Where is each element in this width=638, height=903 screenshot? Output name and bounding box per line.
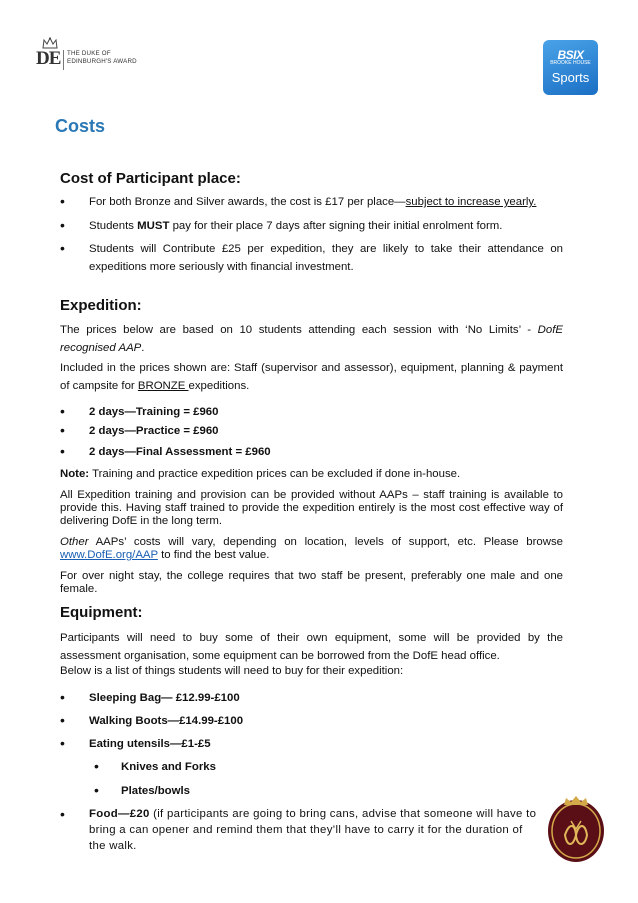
bullet: • [60,735,65,751]
bullet: • [60,689,65,705]
bsix-sports-logo: BSIX BROOKE HOUSE Sports [543,40,598,95]
dofe-wordmark: THE DUKE OF EDINBURGH'S AWARD [67,50,137,65]
bullet: • [60,422,65,438]
bullet: • [60,443,65,459]
equipment-list-intro: Below is a list of things students will need to buy for their expedition: [60,665,404,677]
dofe-divider [63,50,64,70]
equipment-walking-boots: Walking Boots—£14.99-£100 [89,715,244,727]
expedition-included: Included in the prices shown are: Staff (supervisor and assessor), equipment, planning & payment of campsite for BRONZE expeditions. [60,362,563,392]
participant-item-1: For both Bronze and Silver awards, the cost is £17 per place—subject to increase yearly. [89,196,537,208]
dofe-badge-icon [545,793,607,865]
equipment-sleeping-bag: Sleeping Bag— £12.99-£100 [89,692,240,704]
equipment-eating-utensils: Eating utensils—£1-£5 [89,738,211,750]
dofe-initials: DE [36,48,61,69]
expedition-price-training: 2 days—Training = £960 [89,406,219,418]
bullet: • [60,806,65,822]
expedition-intro: The prices below are based on 10 students attending each session with ‘No Limits’ - DofE recognised AAP. [60,324,563,354]
page-title: Costs [55,116,106,136]
expedition-heading: Expedition: [60,297,142,314]
bullet: • [94,782,99,798]
bullet: • [60,217,65,233]
expedition-training-info: All Expedition training and provision can be provided without AAPs – staff training is available to provide this. Having staff trained to provide the expedition entirely is the most cost effective way of delivering DofE in the long term. [60,489,563,527]
bullet: • [94,758,99,774]
bullet: • [60,712,65,728]
dofe-logo [36,37,166,73]
equipment-plates-bowls: Plates/bowls [121,785,191,797]
expedition-price-final: 2 days—Final Assessment = £960 [89,446,271,458]
expedition-overnight: For over night stay, the college requires that two staff be present, preferably one male and one female. [60,570,563,595]
participant-item-2: Students MUST pay for their place 7 days after signing their initial enrolment form. [89,220,503,232]
expedition-note: Note: Training and practice expedition prices can be excluded if done in-house. [60,468,461,480]
equipment-food: Food—£20 (if participants are going to bring cans, advise that someone will have to bring a can opener and remind them that they’ll have to carry it for the duration of the walk. [89,808,537,852]
dofe-aap-link[interactable]: www.DofE.org/AAP [60,549,158,561]
expedition-price-practice: 2 days—Practice = £960 [89,425,219,437]
bullet: • [60,240,65,256]
bullet: • [60,193,65,209]
equipment-heading: Equipment: [60,604,143,621]
participant-heading: Cost of Participant place: [60,170,241,187]
expedition-aap-costs: Other AAPs’ costs will vary, depending on location, levels of support, etc. Please browse www.DofE.org/AAP to find the best value. [60,536,563,561]
participant-item-3: Students will Contribute £25 per expedition, they are likely to take their attendance on expeditions more seriously with financial investment. [89,243,563,273]
bullet: • [60,403,65,419]
equipment-intro: Participants will need to buy some of their own equipment, some will be provided by the assessment organisation, some equipment can be borrowed from the DofE head office. [60,632,563,662]
equipment-knives-forks: Knives and Forks [121,761,216,773]
